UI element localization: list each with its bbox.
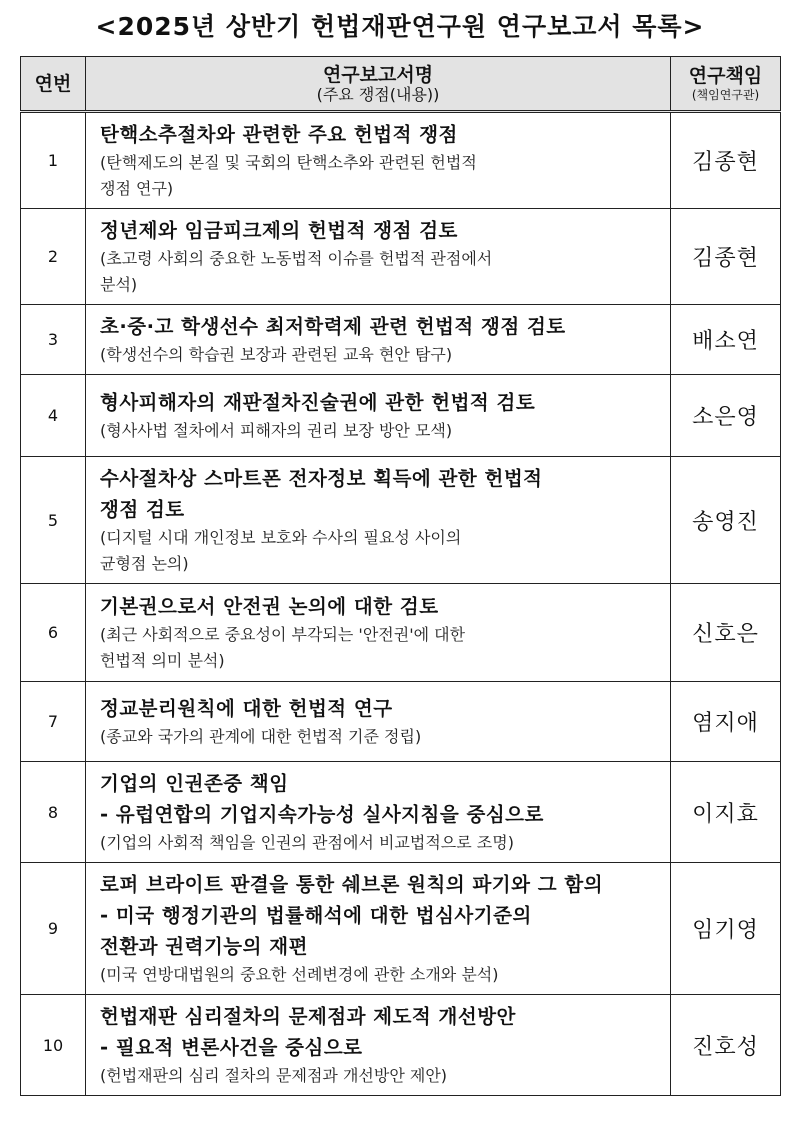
report-cell xyxy=(86,457,671,584)
row-number: 10 xyxy=(21,995,86,1096)
row-number: 6 xyxy=(21,584,86,682)
report-title xyxy=(100,387,662,418)
table-row xyxy=(21,762,781,863)
report-title xyxy=(100,463,662,525)
row-number: 1 xyxy=(21,112,86,209)
lead-researcher: 김종현 xyxy=(671,209,781,305)
report-description-line: (미국 연방대법원의 중요한 선례변경에 관한 소개와 분석) xyxy=(100,965,499,984)
row-number: 4 xyxy=(21,375,86,457)
lead-researcher: 소은영 xyxy=(671,375,781,457)
row-number: 7 xyxy=(21,682,86,762)
report-cell xyxy=(86,762,671,863)
report-title xyxy=(100,693,662,724)
lead-researcher: 임기영 xyxy=(671,863,781,995)
report-description xyxy=(100,622,662,674)
report-cell xyxy=(86,584,671,682)
row-number: 3 xyxy=(21,305,86,375)
report-title xyxy=(100,869,662,962)
report-title-line: 수사절차상 스마트폰 전자정보 획득에 관한 헌법적 xyxy=(100,467,543,490)
report-description xyxy=(100,724,662,750)
header-report-sub: (주요 쟁점(내용)) xyxy=(316,84,440,104)
report-cell xyxy=(86,863,671,995)
table-row xyxy=(21,457,781,584)
table-row xyxy=(21,375,781,457)
lead-researcher: 김종현 xyxy=(671,112,781,209)
table-row xyxy=(21,995,781,1096)
report-description-line: 분석) xyxy=(100,275,138,294)
table-row xyxy=(21,863,781,995)
report-title xyxy=(100,591,662,622)
report-title-line: 전환과 권력기능의 재편 xyxy=(100,935,308,958)
report-description xyxy=(100,246,662,298)
report-description-line: (학생선수의 학습권 보장과 관련된 교육 현안 탐구) xyxy=(100,345,453,364)
report-description-line: (초고령 사회의 중요한 노동법적 이슈를 헌법적 관점에서 xyxy=(100,249,493,268)
report-description xyxy=(100,525,662,577)
report-description-line: (형사사법 절차에서 피해자의 권리 보장 방안 모색) xyxy=(100,421,453,440)
report-description xyxy=(100,150,662,202)
table-row xyxy=(21,112,781,209)
row-number: 2 xyxy=(21,209,86,305)
table-row xyxy=(21,209,781,305)
report-description xyxy=(100,1063,662,1089)
header-lead xyxy=(671,57,781,112)
report-cell xyxy=(86,682,671,762)
report-list-table xyxy=(20,56,781,1096)
header-report xyxy=(86,57,671,112)
report-description xyxy=(100,418,662,444)
report-title-line: - 필요적 변론사건을 중심으로 xyxy=(100,1036,363,1059)
report-title-line: 기본권으로서 안전권 논의에 대한 검토 xyxy=(100,595,439,618)
header-lead-sub: (책임연구관) xyxy=(691,87,760,102)
report-cell xyxy=(86,995,671,1096)
table-row xyxy=(21,305,781,375)
report-title-line: 헌법재판 심리절차의 문제점과 제도적 개선방안 xyxy=(100,1005,516,1028)
header-report-main: 연구보고서명 xyxy=(322,63,434,86)
report-title-line: 형사피해자의 재판절차진술권에 관한 헌법적 검토 xyxy=(100,391,536,414)
report-title-line: - 유럽연합의 기업지속가능성 실사지침을 중심으로 xyxy=(100,803,544,826)
row-number: 5 xyxy=(21,457,86,584)
report-description xyxy=(100,342,662,368)
report-description-line: 균형점 논의) xyxy=(100,554,189,573)
lead-researcher: 송영진 xyxy=(671,457,781,584)
report-title xyxy=(100,768,662,830)
table-row xyxy=(21,584,781,682)
report-description-line: (기업의 사회적 책임을 인권의 관점에서 비교법적으로 조명) xyxy=(100,833,514,852)
table-header-row xyxy=(21,57,781,112)
report-title-line: 쟁점 검토 xyxy=(100,498,185,521)
header-lead-main: 연구책임 xyxy=(688,64,763,87)
page-title: <2025년 상반기 헌법재판연구원 연구보고서 목록> xyxy=(95,12,705,41)
lead-researcher: 배소연 xyxy=(671,305,781,375)
report-description-line: 쟁점 연구) xyxy=(100,179,174,198)
report-title-line: 탄핵소추절차와 관련한 주요 헌법적 쟁점 xyxy=(100,123,458,146)
report-title xyxy=(100,215,662,246)
header-no: 연번 xyxy=(21,57,86,112)
report-title xyxy=(100,119,662,150)
report-description-line: (종교와 국가의 관계에 대한 헌법적 기준 정립) xyxy=(100,727,422,746)
report-description-line: 헌법적 의미 분석) xyxy=(100,651,225,670)
lead-researcher: 염지애 xyxy=(671,682,781,762)
report-title-line: 정년제와 임금피크제의 헌법적 쟁점 검토 xyxy=(100,219,458,242)
row-number: 9 xyxy=(21,863,86,995)
report-description-line: (헌법재판의 심리 절차의 문제점과 개선방안 제안) xyxy=(100,1066,448,1085)
report-title-line: - 미국 행정기관의 법률해석에 대한 법심사기준의 xyxy=(100,904,532,927)
report-cell xyxy=(86,112,671,209)
report-description-line: (최근 사회적으로 중요성이 부각되는 '안전권'에 대한 xyxy=(100,625,466,644)
report-title-line: 초·중·고 학생선수 최저학력제 관련 헌법적 쟁점 검토 xyxy=(100,315,566,338)
report-description xyxy=(100,830,662,856)
report-title xyxy=(100,311,662,342)
report-cell xyxy=(86,305,671,375)
row-number: 8 xyxy=(21,762,86,863)
lead-researcher: 이지효 xyxy=(671,762,781,863)
lead-researcher: 신호은 xyxy=(671,584,781,682)
lead-researcher: 진호성 xyxy=(671,995,781,1096)
report-title-line: 정교분리원칙에 대한 헌법적 연구 xyxy=(100,697,393,720)
table-row xyxy=(21,682,781,762)
report-cell xyxy=(86,209,671,305)
report-description-line: (탄핵제도의 본질 및 국회의 탄핵소추와 관련된 헌법적 xyxy=(100,153,477,172)
report-cell xyxy=(86,375,671,457)
report-title xyxy=(100,1001,662,1063)
report-title-line: 기업의 인권존중 책임 xyxy=(100,772,289,795)
report-description xyxy=(100,962,662,988)
report-title-line: 로퍼 브라이트 판결을 통한 쉐브론 원칙의 파기와 그 함의 xyxy=(100,873,604,896)
report-description-line: (디지털 시대 개인정보 보호와 수사의 필요성 사이의 xyxy=(100,528,462,547)
